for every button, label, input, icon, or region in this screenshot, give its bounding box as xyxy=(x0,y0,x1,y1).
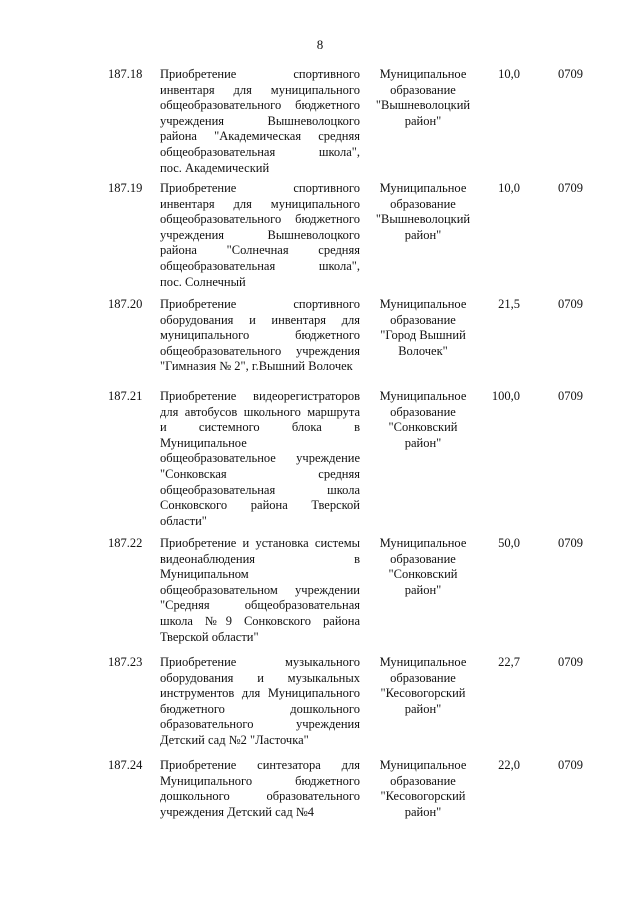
municipality-line: "Город Вышний xyxy=(380,328,466,343)
row-code: 0709 xyxy=(558,67,583,81)
description-line: Приобретение музыкального xyxy=(160,655,360,669)
row-number: 187.20 xyxy=(108,297,143,311)
description-line: оборудования и музыкальных xyxy=(160,670,360,685)
row-description xyxy=(160,389,360,529)
row-amount: 21,5 xyxy=(498,297,520,311)
row-number: 187.19 xyxy=(108,181,143,195)
row-municipality xyxy=(373,536,473,598)
description-line: инструментов для Муниципального xyxy=(160,686,360,701)
description-line: области" xyxy=(160,513,207,528)
municipality-line: Волочек" xyxy=(398,343,448,358)
description-line: бюджетного дошкольного xyxy=(160,701,360,716)
municipality-line: образование xyxy=(390,196,456,211)
description-line: Тверской области" xyxy=(160,629,259,644)
description-line: оборудования и инвентаря для xyxy=(160,312,360,327)
description-line: Муниципальное xyxy=(160,435,247,450)
row-amount: 100,0 xyxy=(491,389,520,403)
row-municipality xyxy=(373,758,473,820)
municipality-line: район" xyxy=(404,582,442,597)
row-amount: 10,0 xyxy=(498,67,520,81)
municipality-line: район" xyxy=(404,701,442,716)
description-line: Приобретение синтезатора для xyxy=(160,758,360,772)
municipality-line: Муниципальное xyxy=(379,758,467,772)
row-amount: 10,0 xyxy=(498,181,520,195)
description-line: Муниципальном xyxy=(160,567,249,582)
description-line: видеонаблюдения в xyxy=(160,551,360,566)
row-description xyxy=(160,758,360,820)
municipality-line: "Вышневолоцкий xyxy=(375,98,471,113)
description-line: дошкольного образовательного xyxy=(160,789,360,804)
row-description xyxy=(160,181,360,290)
description-line: Приобретение спортивного xyxy=(160,297,360,311)
municipality-line: Муниципальное xyxy=(379,67,467,81)
description-line: "Гимназия № 2", г.Вышний Волочек xyxy=(160,359,353,374)
description-line: Муниципального бюджетного xyxy=(160,773,360,788)
row-description xyxy=(160,297,360,375)
description-line: Сонковского района Тверской xyxy=(160,498,360,513)
row-municipality xyxy=(373,67,473,129)
row-code: 0709 xyxy=(558,536,583,550)
municipality-line: "Кесовогорский xyxy=(380,686,466,701)
row-code: 0709 xyxy=(558,655,583,669)
row-amount: 50,0 xyxy=(498,536,520,550)
municipality-line: образование xyxy=(390,312,456,327)
municipality-line: район" xyxy=(404,227,442,242)
municipality-line: образование xyxy=(390,551,456,566)
description-line: учреждения Вышневолоцкого xyxy=(160,113,360,128)
description-line: и системного блока в xyxy=(160,420,360,435)
row-description xyxy=(160,536,360,645)
row-code: 0709 xyxy=(558,181,583,195)
row-number: 187.18 xyxy=(108,67,143,81)
row-number: 187.22 xyxy=(108,536,143,550)
description-line: общеобразовательная школа", xyxy=(160,258,360,273)
municipality-line: образование xyxy=(390,670,456,685)
description-line: общеобразовательном учреждении xyxy=(160,582,360,597)
description-line: пос. Солнечный xyxy=(160,274,246,289)
municipality-line: Муниципальное xyxy=(379,536,467,550)
description-line: "Средняя общеобразовательная xyxy=(160,598,360,613)
description-line: инвентаря для муниципального xyxy=(160,196,360,211)
description-line: Приобретение видеорегистраторов xyxy=(160,389,360,403)
row-municipality xyxy=(373,297,473,359)
row-amount: 22,7 xyxy=(498,655,520,669)
row-code: 0709 xyxy=(558,758,583,772)
description-line: общеобразовательного бюджетного xyxy=(160,212,360,227)
municipality-line: Муниципальное xyxy=(379,297,467,311)
description-line: образовательного учреждения xyxy=(160,717,360,732)
description-line: Детский сад №2 "Ласточка" xyxy=(160,732,309,747)
description-line: Приобретение спортивного xyxy=(160,181,360,195)
description-line: общеобразовательная школа xyxy=(160,482,360,497)
description-line: района "Академическая средняя xyxy=(160,129,360,144)
description-line: школа №9 Сонковского района xyxy=(160,613,360,628)
municipality-line: "Кесовогорский xyxy=(380,789,466,804)
municipality-line: "Вышневолоцкий xyxy=(375,212,471,227)
municipality-line: Муниципальное xyxy=(379,181,467,195)
municipality-line: район" xyxy=(404,113,442,128)
row-number: 187.21 xyxy=(108,389,143,403)
description-line: Приобретение и установка системы xyxy=(160,536,360,550)
row-number: 187.24 xyxy=(108,758,143,772)
description-line: общеобразовательного учреждения xyxy=(160,343,360,358)
row-description xyxy=(160,655,360,749)
description-line: учреждения Вышневолоцкого xyxy=(160,227,360,242)
municipality-line: образование xyxy=(390,404,456,419)
row-amount: 22,0 xyxy=(498,758,520,772)
row-code: 0709 xyxy=(558,389,583,403)
municipality-line: образование xyxy=(390,82,456,97)
municipality-line: Муниципальное xyxy=(379,655,467,669)
description-line: инвентаря для муниципального xyxy=(160,82,360,97)
row-municipality xyxy=(373,655,473,717)
municipality-line: "Сонковский xyxy=(388,567,458,582)
description-line: общеобразовательная школа", xyxy=(160,144,360,159)
description-line: общеобразовательного бюджетного xyxy=(160,98,360,113)
description-line: учреждения Детский сад №4 xyxy=(160,804,315,819)
municipality-line: "Сонковский xyxy=(388,420,458,435)
description-line: пос. Академический xyxy=(160,160,270,175)
municipality-line: район" xyxy=(404,804,442,819)
row-municipality xyxy=(373,181,473,243)
row-municipality xyxy=(373,389,473,451)
description-line: для автобусов школьного маршрута xyxy=(160,404,360,419)
description-line: "Сонковская средняя xyxy=(160,466,360,481)
page-number: 8 xyxy=(316,37,324,52)
municipality-line: Муниципальное xyxy=(379,389,467,403)
description-line: Приобретение спортивного xyxy=(160,67,360,81)
row-description xyxy=(160,67,360,176)
row-code: 0709 xyxy=(558,297,583,311)
row-number: 187.23 xyxy=(108,655,143,669)
description-line: общеобразовательное учреждение xyxy=(160,451,360,466)
description-line: муниципального бюджетного xyxy=(160,328,360,343)
municipality-line: образование xyxy=(390,773,456,788)
municipality-line: район" xyxy=(404,435,442,450)
description-line: района "Солнечная средняя xyxy=(160,243,360,258)
